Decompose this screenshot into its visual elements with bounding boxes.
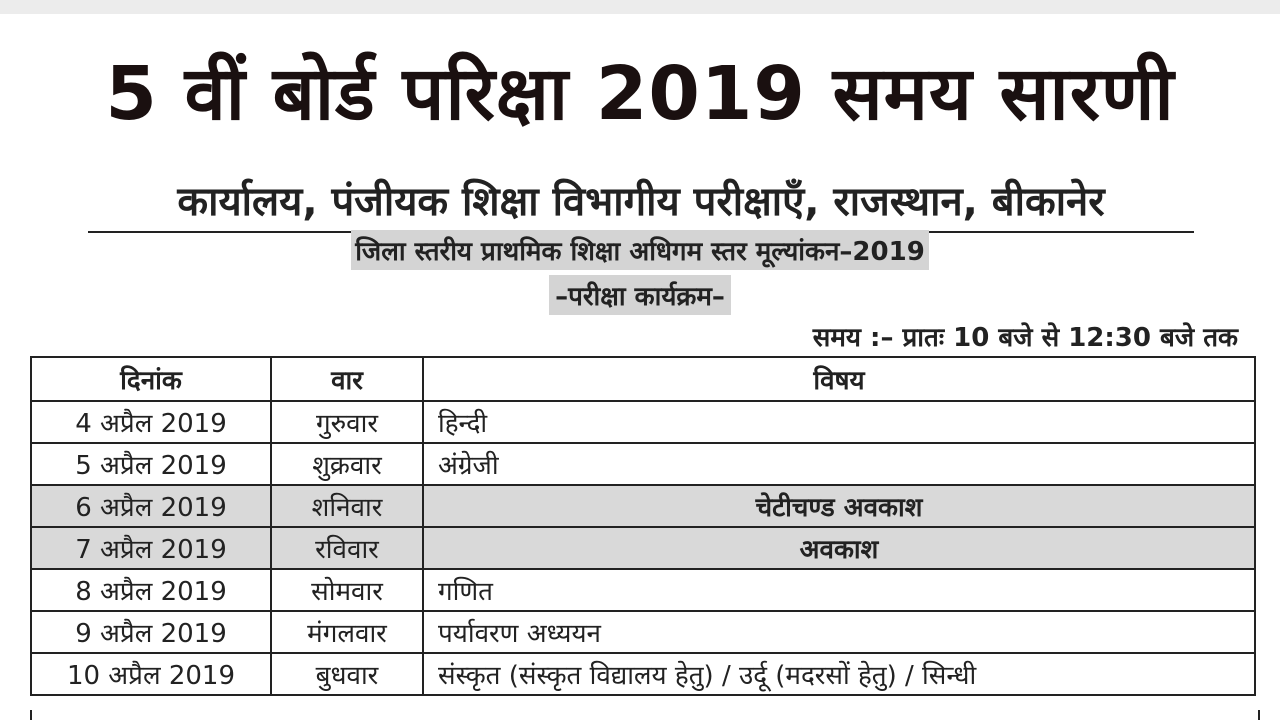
row-subject: संस्कृत (संस्कृत विद्यालय हेतु) / उर्दू (मदरसों हेतु) / सिन्धी [423,653,1255,695]
table-continuation [30,710,1260,720]
header-subject: विषय [423,357,1255,401]
row-day: बुधवार [271,653,423,695]
subtitle-wrap [0,230,1280,270]
program-label: –परीक्षा कार्यक्रम– [549,275,731,315]
page-title: 5 वीं बोर्ड परिक्षा 2019 समय सारणी [105,51,1175,137]
row-subject: चेटीचण्ड अवकाश [423,485,1255,527]
row-date: 8 अप्रैल 2019 [31,569,271,611]
row-date: 6 अप्रैल 2019 [31,485,271,527]
row-date: 10 अप्रैल 2019 [31,653,271,695]
exam-subtitle: जिला स्तरीय प्राथमिक शिक्षा अधिगम स्तर मूल्यांकन–2019 [351,230,929,270]
row-day: गुरुवार [271,401,423,443]
header-date: दिनांक [31,357,271,401]
row-day: शुक्रवार [271,443,423,485]
holiday-row [31,485,1255,527]
row-date: 5 अप्रैल 2019 [31,443,271,485]
top-band [0,0,1280,14]
row-date: 4 अप्रैल 2019 [31,401,271,443]
table-row [31,401,1255,443]
table-row [31,653,1255,695]
row-day: शनिवार [271,485,423,527]
row-date: 9 अप्रैल 2019 [31,611,271,653]
office-heading: कार्यालय, पंजीयक शिक्षा विभागीय परीक्षाएँ, राजस्थान, बीकानेर [88,172,1194,233]
header-day: वार [271,357,423,401]
row-day: रविवार [271,527,423,569]
row-subject: हिन्दी [423,401,1255,443]
row-subject: अवकाश [423,527,1255,569]
table-row [31,443,1255,485]
schedule-table [30,356,1256,696]
row-subject: पर्यावरण अध्ययन [423,611,1255,653]
row-date: 7 अप्रैल 2019 [31,527,271,569]
row-day: सोमवार [271,569,423,611]
holiday-row [31,527,1255,569]
table-header-row [31,357,1255,401]
exam-time: समय :– प्रातः 10 बजे से 12:30 बजे तक [812,323,1238,353]
table-row [31,611,1255,653]
program-wrap [0,275,1280,315]
row-subject: अंग्रेजी [423,443,1255,485]
row-day: मंगलवार [271,611,423,653]
table-row [31,569,1255,611]
row-subject: गणित [423,569,1255,611]
